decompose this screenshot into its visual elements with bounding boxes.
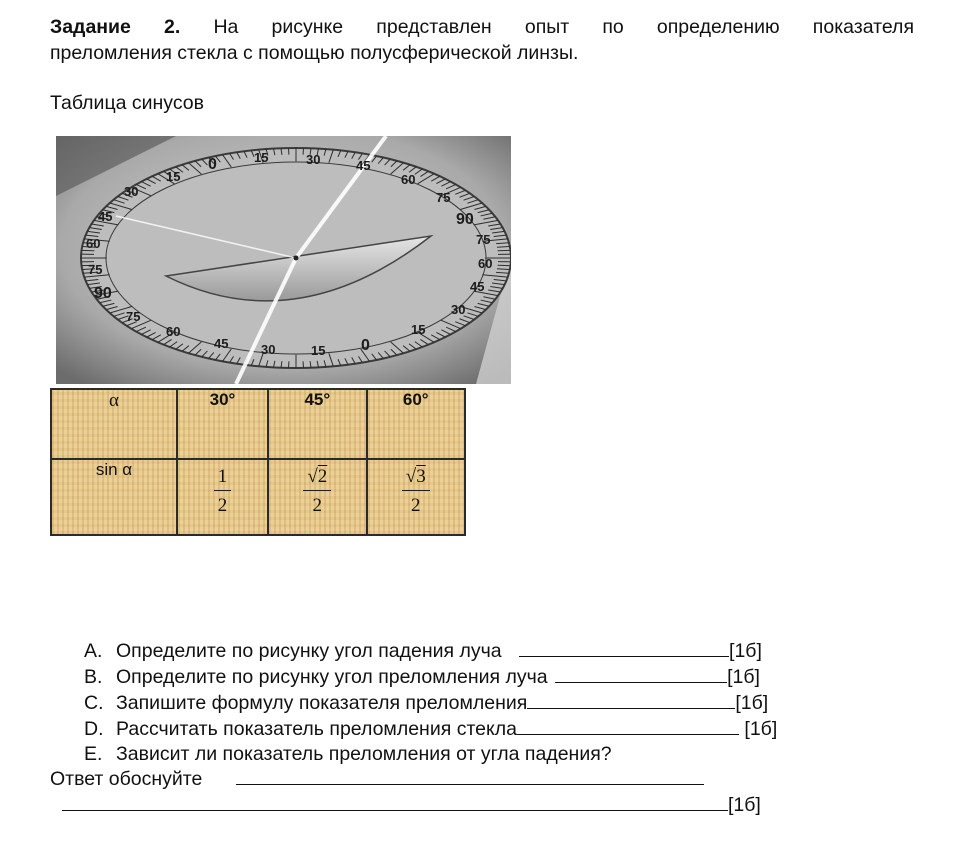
answer-line-c[interactable] [527, 690, 735, 709]
answer-line-d[interactable] [517, 716, 739, 735]
answer-line-justify-2[interactable] [62, 792, 728, 811]
sin-60-cell: $\frac{√3}{2}$ [367, 459, 465, 535]
label-top-75: 75 [436, 190, 451, 205]
table-row [51, 459, 465, 535]
label-right-60: 60 [478, 256, 493, 271]
label-top-0: 0 [208, 156, 217, 173]
question-b: B. Определите по рисунку угол преломления луча [1б] [84, 666, 760, 688]
label-bottom-30: 30 [261, 342, 276, 357]
label-top-30: 30 [306, 152, 321, 167]
question-c: C. Запишите формулу показателя преломления [1б] [84, 692, 769, 714]
task-line-2: преломления стекла с помощью полусферической линзы. [50, 42, 579, 64]
sin-45-cell: $\frac{√2}{2}$ [268, 459, 366, 535]
label-left-45: 45 [98, 209, 113, 224]
label-top-15l: 15 [166, 169, 181, 184]
sin-45-den: 2 [312, 495, 323, 516]
label-right-45: 45 [470, 279, 485, 294]
label-bottom-45: 45 [214, 336, 229, 351]
table-header-row [51, 389, 465, 459]
answer-line-justify[interactable] [236, 766, 704, 785]
label-right-15: 15 [411, 322, 426, 337]
question-e: E. Зависит ли показатель преломления от угла падения? [84, 743, 612, 765]
label-left-90: 90 [94, 285, 112, 302]
header-60: 60° [367, 389, 465, 459]
sine-table-title: Таблица синусов [50, 92, 204, 114]
answer-line-a[interactable] [519, 638, 729, 657]
label-right-30: 30 [451, 302, 466, 317]
label-bottom-60: 60 [166, 324, 181, 339]
question-d: D. Рассчитать показатель преломления стекла [1б] [84, 718, 778, 740]
row-label-sin: sin α [51, 459, 177, 535]
sin-30-cell [177, 459, 268, 535]
task-line-1: Задание 2. На рисунке представлен опыт по определению показателя [50, 16, 914, 38]
header-30: 30° [177, 389, 268, 459]
protractor-photo [56, 136, 511, 384]
task-label: Задание 2. [50, 16, 181, 38]
answer-justify: Ответ обоснуйте [50, 766, 704, 792]
label-top-60: 60 [401, 172, 416, 187]
header-alpha: α [51, 389, 177, 459]
question-list [84, 638, 777, 767]
answer-line-b[interactable] [555, 664, 727, 683]
label-left-75: 75 [88, 262, 103, 277]
label-top-15: 15 [254, 150, 269, 165]
label-bottom-15: 15 [311, 343, 326, 358]
sin-30-den: 2 [217, 495, 228, 516]
answer-justify-line2: [1б] [62, 792, 761, 817]
question-a: A. Определите по рисунку угол падения луча [1б] [84, 640, 762, 662]
label-left-60: 60 [86, 236, 101, 251]
sin-60-num: 3 [416, 466, 426, 487]
label-bottom-75: 75 [126, 309, 141, 324]
sin-45-num: 2 [317, 466, 328, 487]
sin-60-den: 2 [411, 495, 421, 516]
label-top-45: 45 [356, 158, 371, 173]
label-left-30: 30 [124, 184, 139, 199]
sine-table [50, 388, 466, 536]
task-text [50, 14, 914, 66]
label-bottom-0: 0 [361, 337, 370, 354]
protractor-tick [497, 247, 510, 248]
label-right-75: 75 [476, 232, 491, 247]
label-top-90: 90 [456, 211, 474, 228]
sine-table-wrap [50, 388, 466, 536]
header-45: 45° [268, 389, 366, 459]
protractor-tick [497, 269, 510, 270]
sin-30-num: 1 [214, 466, 232, 491]
